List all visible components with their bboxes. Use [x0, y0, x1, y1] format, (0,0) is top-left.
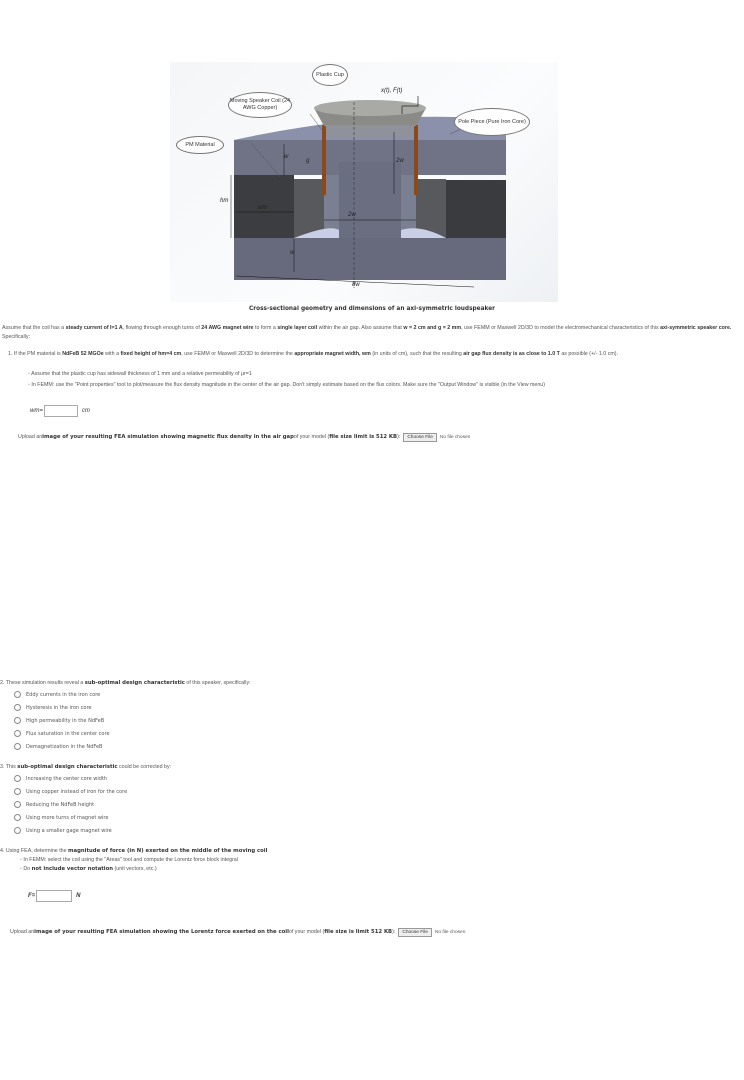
force-label: x(t), F(t): [381, 88, 403, 94]
q4-bullet-text: In FEMM: select the coil using the "Areas" tool and compute the Lorentz force block integral: [23, 857, 238, 863]
option-label: Demagnetization in the NdFeB: [26, 743, 103, 750]
radio-button[interactable]: [14, 704, 21, 711]
file-status-force: No file chosen: [434, 930, 466, 935]
force-input[interactable]: [36, 890, 72, 902]
choose-file-button-flux[interactable]: Choose File: [403, 433, 437, 442]
q4-bullet-bold: not include vector notation: [31, 866, 114, 872]
upload2-bold: file size is limit 512 KB: [324, 929, 393, 935]
q3-bold: sub-optimal design characteristic: [17, 764, 118, 770]
force-unit: N: [76, 893, 81, 899]
q1-bold: fixed height of hm=4 cm: [120, 351, 182, 357]
intro-text: , flowing through enough turns of: [122, 325, 202, 331]
q3-text: could be corrected by:: [117, 764, 172, 770]
option-label: High permeability in the NdFeB: [26, 717, 105, 724]
radio-button[interactable]: [14, 717, 21, 724]
q4-bullet-2: ◦ Do not include vector notation (unit vectors, etc.): [20, 866, 157, 872]
wm-answer-row: [30, 405, 90, 417]
q4-bullet-1: ◦ In FEMM: select the coil using the "Areas" tool and compute the Lorentz force block integral: [20, 857, 238, 863]
option-label: Flux saturation in the center core: [26, 730, 110, 737]
q1-text: with a: [103, 351, 121, 357]
force-label: F=: [28, 893, 36, 899]
upload-flux-row: [18, 433, 738, 442]
q2-option-4[interactable]: [14, 727, 110, 740]
option-label: Increasing the center core width: [26, 775, 108, 782]
upload1-bold: image of your resulting FEA simulation showing magnetic flux density in the air gap: [42, 434, 294, 440]
upload-force-row: [10, 928, 740, 937]
q2-option-2[interactable]: [14, 701, 110, 714]
dim-w-top: w: [284, 154, 289, 160]
upload2-bold: image of your resulting FEA simulation showing the Lorentz force exerted on the coil: [34, 929, 289, 935]
q1-bold: appropriate magnet width, wm: [294, 351, 371, 357]
radio-button[interactable]: [14, 730, 21, 737]
question-2: [0, 680, 251, 686]
dim-2w-center: 2w: [348, 212, 356, 218]
upload1-text: ):: [397, 434, 401, 440]
q1-bullet-2: ◦ In FEMM: use the "Point properties" tool to plot/measure the flux density magnitude in the center of the air gap. Don't simply estimate based on the flux colors. Make sure the "Output Window" is visible (in the View menu): [28, 382, 546, 388]
dim-g: g: [306, 158, 310, 164]
q3-option-4[interactable]: [14, 811, 127, 824]
dim-hm: hm: [220, 198, 229, 204]
q2-options: [14, 688, 110, 753]
q4-text: Using FEA, determine the: [5, 848, 69, 854]
upload1-bold: file size limit is 512 KB: [329, 434, 398, 440]
dim-8w: 8w: [352, 282, 360, 288]
dim-wm: wm: [258, 205, 268, 211]
question-3: [0, 764, 171, 770]
dim-w-bottom: w: [290, 250, 295, 256]
upload1-text: of your model (: [293, 434, 330, 440]
q1-bullet-text: In FEMM: use the "Point properties" tool to plot/measure the flux density magnitude in the center of the air gap. Don't simply estimate based on the flux colors. Make sure the "Output Window" is visible (in the View menu): [31, 382, 546, 388]
intro-text: to form a: [253, 325, 278, 331]
callout-pole-piece: Pole Piece (Pure Iron Core): [454, 108, 530, 136]
upload2-text: ):: [392, 929, 396, 935]
question-number: 3.: [0, 764, 5, 770]
radio-button[interactable]: [14, 743, 21, 750]
dim-2w-right: 2w: [396, 158, 404, 164]
intro-text: Specifically:: [2, 334, 30, 340]
q3-option-5[interactable]: [14, 824, 127, 837]
upload1-text: Upload an: [18, 434, 43, 440]
q4-bullet-text: Do: [23, 866, 32, 872]
q1-bold: air gap flux density is as close to 1.0 T: [463, 351, 560, 357]
intro-text: within the air gap. Also assume that: [317, 325, 404, 331]
q3-text: This: [5, 764, 18, 770]
intro-text: Assume that the coil has a: [2, 325, 66, 331]
callout-pm-material: PM Material: [176, 136, 224, 154]
q4-bullet-text: (unit vectors, etc.): [113, 866, 157, 872]
radio-button[interactable]: [14, 788, 21, 795]
intro-bold: single layer coil: [277, 325, 318, 331]
option-label: Eddy currents in the iron core: [26, 691, 101, 698]
option-label: Using more turns of magnet wire: [26, 814, 109, 821]
q3-options: [14, 772, 127, 837]
q4-bold: magnitude of force (in N) exerted on the middle of the moving coil: [68, 848, 268, 854]
figure-caption: Cross-sectional geometry and dimensions of an axi-symmetric loudspeaker: [248, 306, 496, 312]
option-label: Using a smaller gage magnet wire: [26, 827, 112, 834]
q2-option-3[interactable]: [14, 714, 110, 727]
question-number: 2.: [0, 680, 5, 686]
option-label: Hysteresis in the iron core: [26, 704, 92, 711]
q2-text: of this speaker, specifically:: [184, 680, 251, 686]
wm-label: wm=: [30, 408, 43, 414]
wm-unit: cm: [81, 408, 90, 414]
callout-plastic-cup: Plastic Cup: [312, 64, 348, 86]
q2-bold: sub-optimal design characteristic: [84, 680, 185, 686]
intro-bold: w = 2 cm and g = 2 mm: [403, 325, 462, 331]
callout-moving-coil: Moving Speaker Coil (24 AWG Copper): [228, 92, 292, 118]
question-number: 4.: [0, 848, 5, 854]
radio-button[interactable]: [14, 814, 21, 821]
q3-option-1[interactable]: [14, 772, 127, 785]
radio-button[interactable]: [14, 691, 21, 698]
q1-text: , use FEMM or Maxwell 2D/3D to determine the: [181, 351, 295, 357]
file-status-flux: No file chosen: [439, 435, 471, 440]
option-label: Reducing the NdFeB height: [26, 801, 95, 808]
q1-bullet-text: Assume that the plastic cup has sidewall thickness of 1 mm and a relative permeability of μr=1: [31, 371, 252, 377]
q1-text: as possible (+/- 1.0 cm).: [559, 351, 618, 357]
upload2-text: of your model (: [288, 929, 325, 935]
intro-bold: 24 AWG magnet wire: [201, 325, 254, 331]
choose-file-button-force[interactable]: Choose File: [398, 928, 432, 937]
radio-button[interactable]: [14, 801, 21, 808]
q3-option-2[interactable]: [14, 785, 127, 798]
intro-bold: axi-symmetric speaker core.: [660, 325, 732, 331]
upload2-text: Upload an: [10, 929, 35, 935]
question-1: [8, 350, 736, 359]
intro-bold: steady current of I=1 A: [65, 325, 123, 331]
intro-paragraph: [2, 324, 738, 342]
intro-text: , use FEMM or Maxwell 2D/3D to model the electromechanical characteristics of this: [461, 325, 661, 331]
force-answer-row: [28, 890, 81, 902]
q1-text: (in units of cm), such that the resulting: [370, 351, 464, 357]
option-label: Using copper instead of iron for the core: [26, 788, 128, 795]
speaker-cross-section-figure: [170, 62, 558, 302]
q1-text: If the PM material is: [13, 351, 63, 357]
q1-bullet-1: ◦ Assume that the plastic cup has sidewall thickness of 1 mm and a relative permeability of μr=1: [28, 371, 252, 377]
question-number: 1.: [8, 351, 13, 357]
q2-option-1[interactable]: [14, 688, 110, 701]
question-4: [0, 848, 267, 854]
radio-button[interactable]: [14, 827, 21, 834]
q2-option-5[interactable]: [14, 740, 110, 753]
q2-text: These simulation results reveal a: [5, 680, 85, 686]
wm-input[interactable]: [44, 405, 78, 417]
radio-button[interactable]: [14, 775, 21, 782]
q3-option-3[interactable]: [14, 798, 127, 811]
q1-bold: NdFeB 52 MGOe: [62, 351, 104, 357]
